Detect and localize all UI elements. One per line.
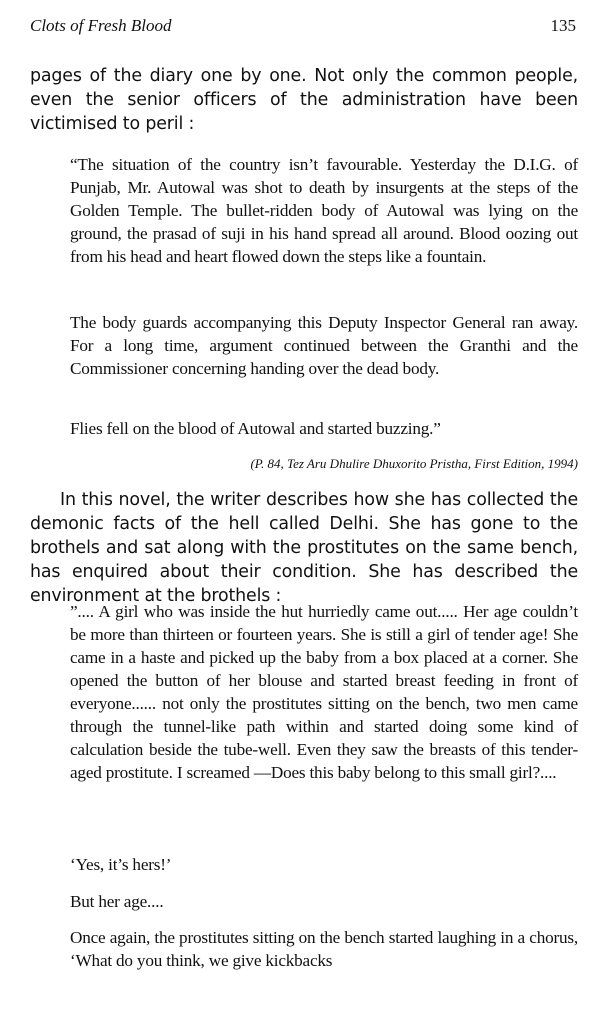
quote-2-paragraph-4: Once again, the prostitutes sitting on the bench started laughing in a chorus, ‘What do you think, we give kickbacks: [70, 928, 578, 970]
body-paragraph-1: pages of the diary one by one. Not only the common people, even the senior officers of the administration have been victimised to peril :: [30, 66, 578, 134]
quote-2-paragraph-1: ”.... A girl who was inside the hut hurriedly came out..... Her age couldn’t be more than thirteen or fourteen years. She is still a girl of tender age! She came in a haste and picked up the baby from a box placed at a corner. She opened the button of her blouse and started breast feeding in front of everyone...... not only the prostitutes sitting on the bench, two men came through the tunnel-like path within and started doing some kind of calculation beside the tube-well. Even they saw the breasts of this tender-aged prostitute. I screamed —Does this baby belong to this small girl?....: [70, 602, 578, 782]
quote-1-paragraph-3: Flies fell on the blood of Autowal and started buzzing.”: [70, 419, 441, 438]
running-header: [30, 16, 576, 38]
body-paragraph-2: In this novel, the writer describes how she has collected the demonic facts of the hell called Delhi. She has gone to the brothels and sat along with the prostitutes on the same bench, has enquired about their condition. She has described the environment at the brothels :: [30, 490, 578, 606]
quote-2-paragraph-3: But her age....: [70, 892, 164, 911]
quote-1-paragraph-1: “The situation of the country isn’t favourable. Yesterday the D.I.G. of Punjab, Mr. Autowal was shot to death by insurgents at the steps of the Golden Temple. The bullet-ridden body of Autowal was lying on the ground, the prasad of suji in his hand spread all around. Blood oozing out from his head and heart flowed down the steps like a fountain.: [70, 155, 578, 266]
chapter-title: Clots of Fresh Blood: [30, 16, 172, 35]
quote-1-citation: (P. 84, Tez Aru Dhulire Dhuxorito Pristha, First Edition, 1994): [250, 456, 578, 471]
page-number: 135: [550, 16, 576, 35]
quote-2-paragraph-2: ‘Yes, it’s hers!’: [70, 855, 172, 874]
quote-1-paragraph-2: The body guards accompanying this Deputy Inspector General ran away. For a long time, argument continued between the Granthi and the Commissioner concerning handing over the dead body.: [70, 313, 578, 378]
